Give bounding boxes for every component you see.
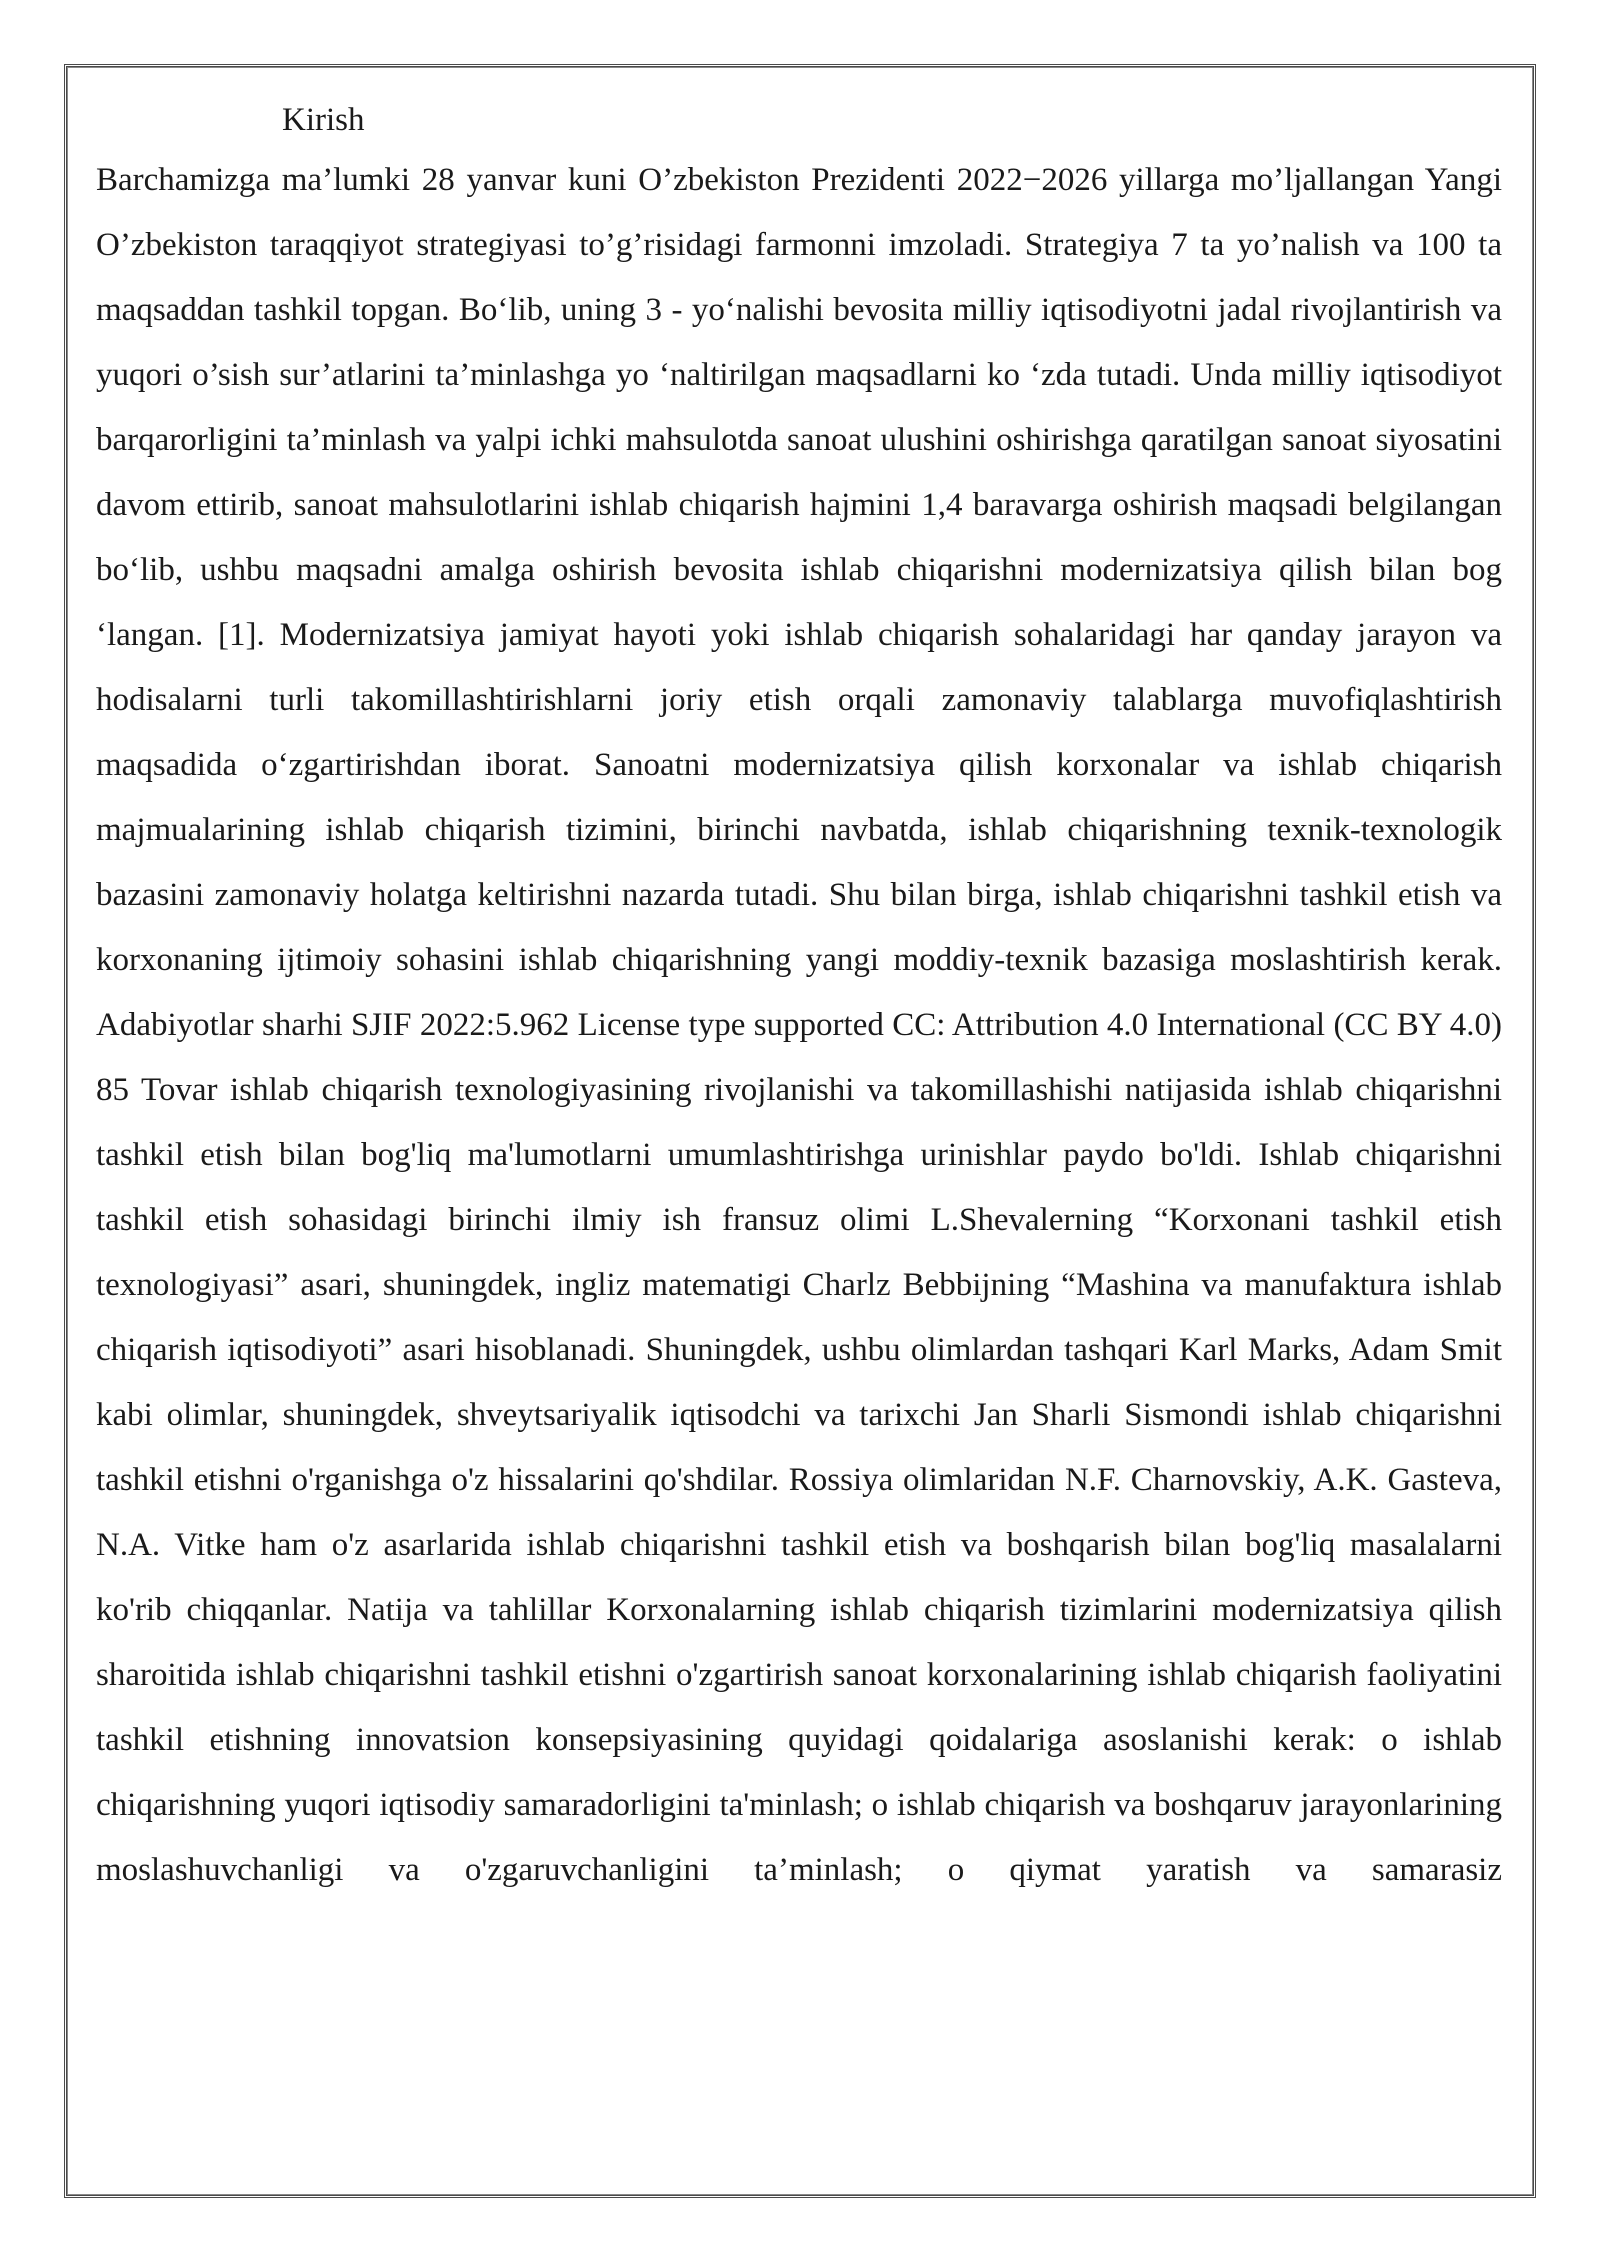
body-paragraph: Barchamizga ma’lumki 28 yanvar kuni O’zbekiston Prezidenti 2022−2026 yillarga mo’ljallangan Yangi O’zbekiston taraqqiyot strategiyasi to’g’risidagi farmonni imzoladi. Strategiya 7 ta yo’nalish va 100 ta maqsaddan tashkil topgan. Bo‘lib, uning 3 - yo‘nalishi bevosita milliy iqtisodiyotni jadal rivojlantirish va yuqori o’sish sur’atlarini ta’minlashga yo ‘naltirilgan maqsadlarni ko ‘zda tutadi. Unda milliy iqtisodiyot barqarorligini ta’minlash va yalpi ichki mahsulotda sanoat ulushini oshirishga qaratilgan sanoat siyosatini davom ettirib, sanoat mahsulotlarini ishlab chiqarish hajmini 1,4 baravarga oshirish maqsadi belgilangan bo‘lib, ushbu maqsadni amalga oshirish bevosita ishlab chiqarishni modernizatsiya qilish bilan bog ‘langan. [1]. Modernizatsiya jamiyat hayoti yoki ishlab chiqarish sohalaridagi har qanday jarayon va hodisalarni turli takomillashtirishlarni joriy etish orqali zamonaviy talablarga muvofiqlashtirish maqsadida o‘zgartirishdan iborat. Sanoatni modernizatsiya qilish korxonalar va ishlab chiqarish majmualarining ishlab chiqarish tizimini, birinchi navbatda, ishlab chiqarishning texnik-texnologik bazasini zamonaviy holatga keltirishni nazarda tutadi. Shu bilan birga, ishlab chiqarishni tashkil etish va korxonaning ijtimoiy sohasini ishlab chiqarishning yangi moddiy-texnik bazasiga moslashtirish kerak. Adabiyotlar sharhi SJIF 2022:5.962 License type supported CC: Attribution 4.0 International (CC BY 4.0) 85 Tovar ishlab chiqarish texnologiyasining rivojlanishi va takomillashishi natijasida ishlab chiqarishni tashkil etish bilan bog'liq ma'lumotlarni umumlashtirishga urinishlar paydo bo'ldi. Ishlab chiqarishni tashkil etish sohasidagi birinchi ilmiy ish fransuz olimi L.Shevalerning “Korxonani tashkil etish texnologiyasi” asari, shuningdek, ingliz matematigi Charlz Bebbijning “Mashina va manufaktura ishlab chiqarish iqtisodiyoti” asari hisoblanadi. Shuningdek, ushbu olimlardan tashqari Karl Marks, Adam Smit kabi olimlar, shuningdek, shveytsariyalik iqtisodchi va tarixchi Jan Sharli Sismondi ishlab chiqarishni tashkil etishni o'rganishga o'z hissalarini qo'shdilar. Rossiya olimlaridan N.F. Charnovskiy, A.K. Gasteva, N.A. Vitke ham o'z asarlarida ishlab chiqarishni tashkil etish va boshqarish bilan bog'liq masalalarni ko'rib chiqqanlar. Natija va tahlillar Korxonalarning ishlab chiqarish tizimlarini modernizatsiya qilish sharoitida ishlab chiqarishni tashkil etishni o'zgartirish sanoat korxonalarining ishlab chiqarish faoliyatini tashkil etishning innovatsion konsepsiyasining quyidagi qoidalariga asoslanishi kerak: o ishlab chiqarishning yuqori iqtisodiy samaradorligini ta'minlash; o ishlab chiqarish va boshqaruv jarayonlarining moslashuvchanligi va o'zgaruvchanligini ta’minlash; o qiymat yaratish va samarasiz	[96, 162, 1502, 1888]
section-heading: Kirish	[282, 102, 365, 138]
document-content	[96, 92, 1502, 1903]
